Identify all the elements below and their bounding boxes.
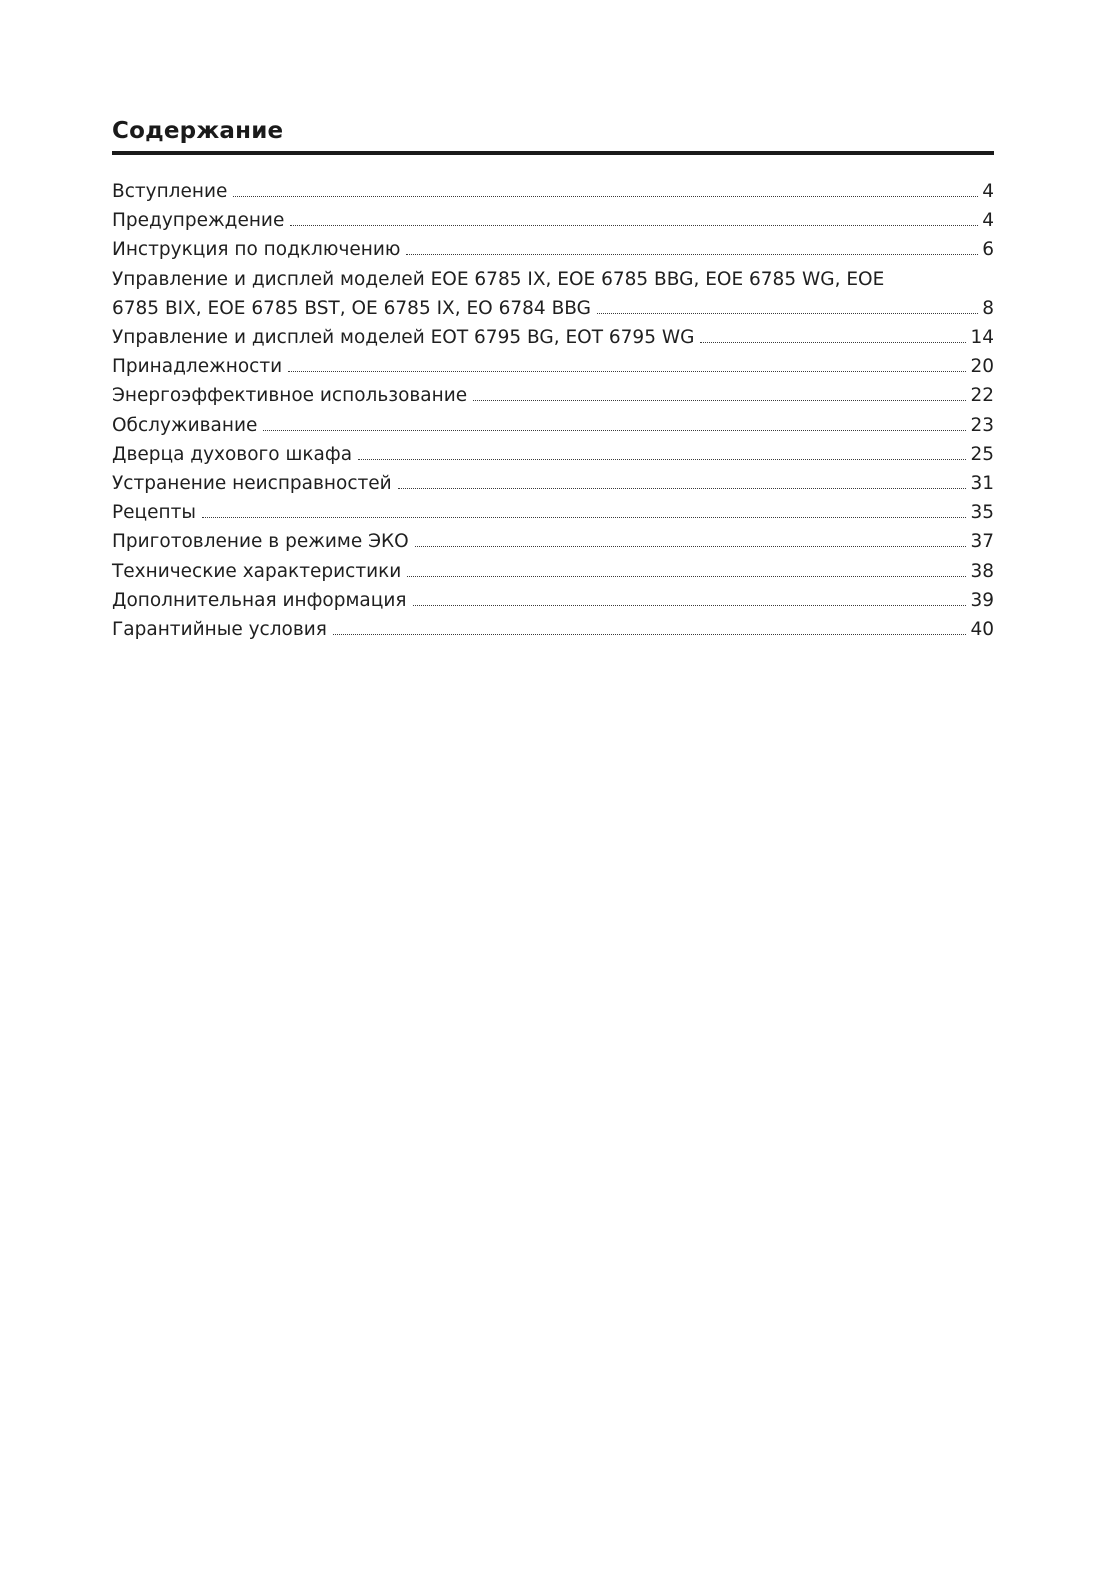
toc-dot-leader [406,254,978,255]
toc-dot-leader [700,342,966,343]
toc-entry[interactable] [112,557,994,586]
toc-dot-leader [358,459,966,460]
toc-entry[interactable] [112,527,994,556]
toc-entry-label: Вступление [112,181,228,202]
toc-dot-leader [263,430,966,431]
toc-entry[interactable] [112,498,994,527]
toc-entry-label: Энергоэффективное использование [112,385,468,407]
toc-entry[interactable] [112,323,994,352]
toc-entry[interactable] [112,440,994,469]
toc-entry-page: 25 [970,443,994,465]
page-title: Содержание [112,118,284,144]
toc-entry-label: Предупреждение [112,210,285,232]
title-divider [112,151,994,155]
toc-entry-page: 8 [982,297,994,319]
toc-entry[interactable] [112,265,994,323]
toc-entry-page: 4 [982,210,994,232]
toc-entry[interactable] [112,411,994,440]
toc-entry-page: 37 [970,531,994,553]
table-of-contents-page [112,113,994,644]
toc-dot-leader [415,546,967,547]
toc-entry-page: 38 [970,560,994,582]
toc-entry-label: Устранение неисправностей [112,473,392,495]
toc-entry-label-line2: 6785 BIX, EOE 6785 BST, OE 6785 IX, EO 6784 BBG [112,297,591,319]
toc-entry-page: 31 [970,473,994,495]
toc-entry-page: 20 [970,356,994,378]
toc-entry[interactable] [112,352,994,381]
toc-list [112,177,994,644]
toc-entry[interactable] [112,381,994,410]
toc-dot-leader [290,225,978,226]
toc-entry-label: Принадлежности [112,356,283,378]
toc-entry-label: Рецепты [112,502,196,524]
toc-entry-label: Обслуживание [112,414,258,436]
toc-dot-leader [413,605,967,606]
toc-entry-page: 40 [970,619,994,641]
toc-dot-leader [202,517,966,518]
toc-entry-label: Инструкция по подключению [112,239,401,261]
toc-entry-page: 14 [970,327,994,349]
toc-dot-leader [233,196,978,197]
toc-entry-page: 23 [970,414,994,436]
toc-entry-label: Приготовление в режиме ЭКО [112,531,409,553]
toc-entry-page: 22 [970,385,994,407]
toc-entry-label: Гарантийные условия [112,619,327,641]
toc-entry[interactable] [112,235,994,264]
toc-dot-leader [288,371,966,372]
toc-entry[interactable] [112,615,994,644]
toc-entry[interactable] [112,177,994,206]
toc-entry-page: 39 [970,589,994,611]
toc-entry-label: Технические характеристики [112,560,402,582]
toc-dot-leader [597,313,978,314]
toc-entry-label: Дополнительная информация [112,589,407,611]
toc-dot-leader [473,400,966,401]
toc-entry-page: 4 [982,181,994,202]
toc-entry-second-line [112,294,994,323]
toc-dot-leader [398,488,967,489]
toc-entry[interactable] [112,469,994,498]
toc-entry-label-line1: Управление и дисплей моделей EOE 6785 IX, EOE 6785 BBG, EOE 6785 WG, EOE [112,268,885,290]
toc-entry[interactable] [112,586,994,615]
toc-dot-leader [407,576,966,577]
toc-entry-label: Дверца духового шкафа [112,443,353,465]
toc-entry-label: Управление и дисплей моделей EOT 6795 BG, EOT 6795 WG [112,327,695,349]
toc-entry[interactable] [112,206,994,235]
toc-entry-page: 35 [970,502,994,524]
toc-dot-leader [333,634,967,635]
toc-entry-page: 6 [982,239,994,261]
